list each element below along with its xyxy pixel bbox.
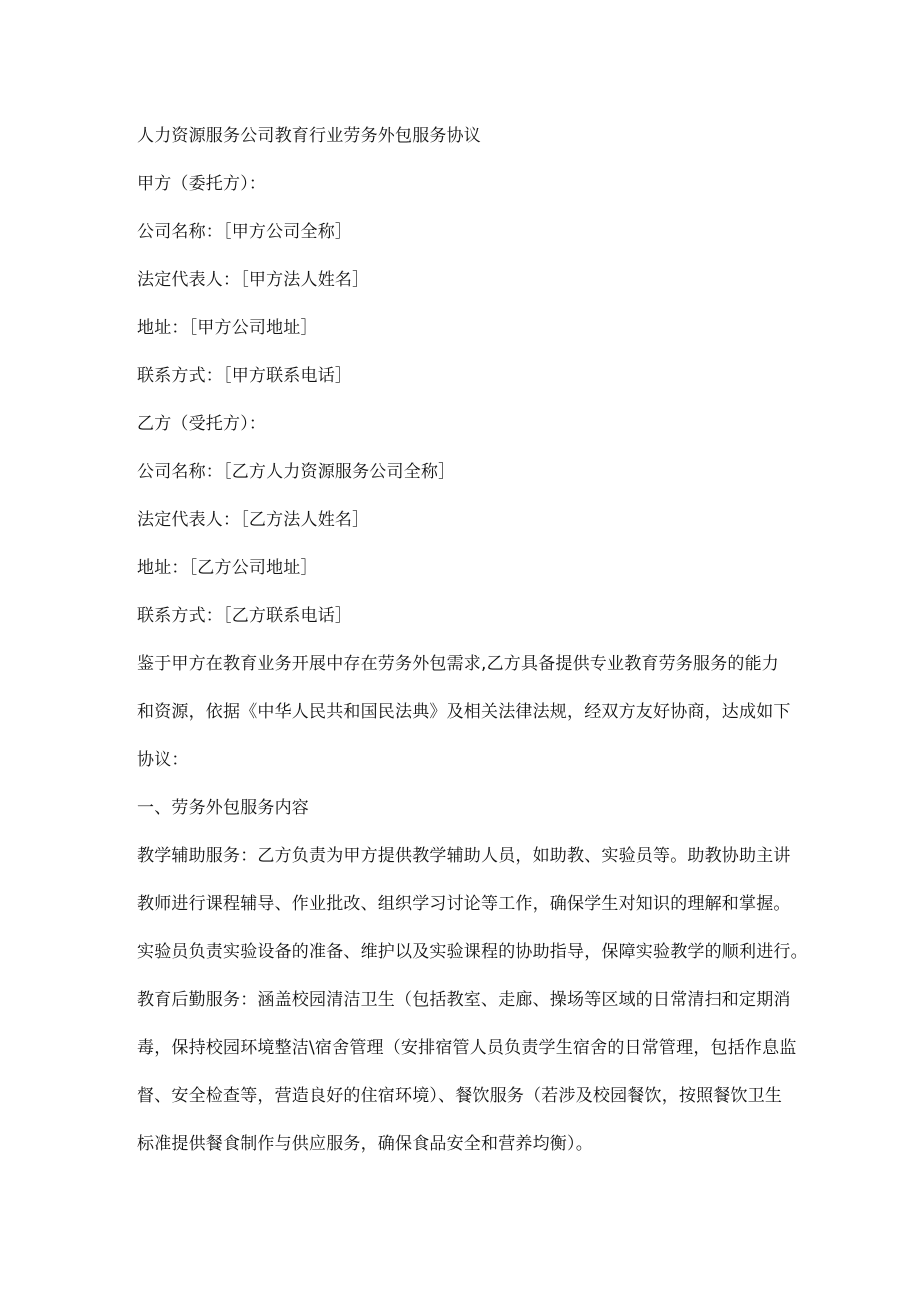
party-b-legal-rep: 法定代表人：［乙方法人姓名］ bbox=[137, 510, 370, 530]
section-heading: 一、劳务外包服务内容 bbox=[137, 798, 309, 818]
party-a-contact: 联系方式：［甲方联系电话］ bbox=[137, 366, 353, 386]
preamble-line: 协议： bbox=[137, 750, 189, 770]
party-b-contact: 联系方式：［乙方联系电话］ bbox=[137, 606, 353, 626]
party-a-company: 公司名称：［甲方公司全称］ bbox=[137, 222, 353, 242]
logistics-support-line: 标准提供餐食制作与供应服务，确保食品安全和营养均衡）。 bbox=[137, 1134, 593, 1154]
document-title: 人力资源服务公司教育行业劳务外包服务协议 bbox=[137, 126, 481, 146]
teaching-support-line: 教学辅助服务：乙方负责为甲方提供教学辅助人员，如助教、实验员等。助教协助主讲 bbox=[137, 846, 791, 866]
preamble-line: 和资源，依据《中华人民共和国民法典》及相关法律法规，经双方友好协商，达成如下 bbox=[137, 702, 791, 722]
party-b-address: 地址：［乙方公司地址］ bbox=[137, 558, 318, 578]
party-a-address: 地址：［甲方公司地址］ bbox=[137, 318, 318, 338]
party-b-company: 公司名称：［乙方人力资源服务公司全称］ bbox=[137, 462, 456, 482]
party-b-heading: 乙方（受托方）： bbox=[137, 414, 267, 434]
teaching-support-line: 教师进行课程辅导、作业批改、组织学习讨论等工作，确保学生对知识的理解和掌握。 bbox=[137, 894, 791, 914]
logistics-support-line: 督、安全检查等，营造良好的住宿环境）、餐饮服务（若涉及校园餐饮，按照餐饮卫生 bbox=[137, 1086, 783, 1106]
teaching-support-line: 实验员负责实验设备的准备、维护以及实验课程的协助指导，保障实验教学的顺利进行。 bbox=[137, 942, 808, 962]
logistics-support-line: 教育后勤服务：涵盖校园清洁卫生（包括教室、走廊、操场等区域的日常清扫和定期消 bbox=[137, 990, 791, 1010]
logistics-support-line: 毒，保持校园环境整洁\宿舍管理（安排宿管人员负责学生宿舍的日常管理，包括作息监 bbox=[137, 1038, 797, 1058]
party-a-heading: 甲方（委托方）： bbox=[137, 174, 267, 194]
party-a-legal-rep: 法定代表人：［甲方法人姓名］ bbox=[137, 270, 370, 290]
preamble-line: 鉴于甲方在教育业务开展中存在劳务外包需求,乙方具备提供专业教育劳务服务的能力 bbox=[137, 654, 780, 674]
